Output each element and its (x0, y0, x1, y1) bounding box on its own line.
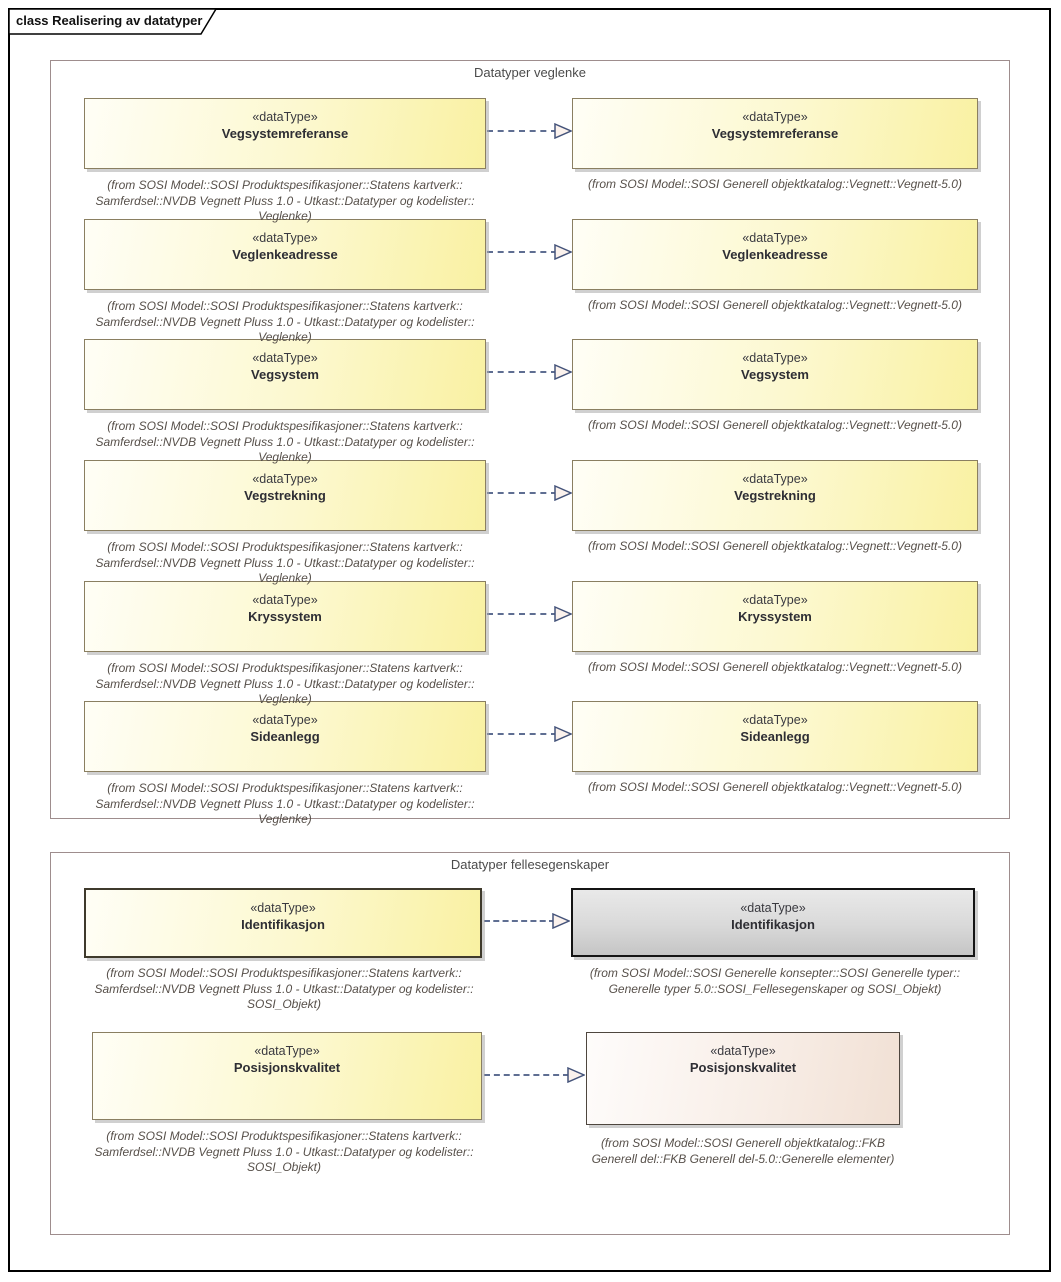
stereotype-label: «dataType» (252, 713, 318, 727)
stereotype-label: «dataType» (252, 110, 318, 124)
class-box-posisjonskvalitet-target[interactable] (586, 1032, 900, 1125)
stereotype-label: «dataType» (742, 593, 808, 607)
target-package-caption: (from SOSI Model::SOSI Generell objektkatalog::FKB Generell del::FKB Generell del-5.0::Generelle elementer) (591, 1136, 895, 1166)
stereotype-label: «dataType» (254, 1044, 320, 1058)
class-name: Vegstrekning (244, 488, 326, 503)
class-box-kryssystem-target[interactable] (572, 581, 978, 652)
target-package-caption: (from SOSI Model::SOSI Generell objektkatalog::Vegnett::Vegnett-5.0) (588, 539, 962, 553)
class-name: Veglenkeadresse (232, 247, 338, 262)
stereotype-label: «dataType» (740, 901, 806, 915)
class-name: Identifikasjon (241, 917, 325, 932)
class-box-vegsystemreferanse-target[interactable] (572, 98, 978, 169)
realization-arrowhead-icon (554, 726, 572, 742)
class-box-veglenkeadresse-source[interactable] (84, 219, 486, 290)
class-name: Veglenkeadresse (722, 247, 828, 262)
class-name: Posisjonskvalitet (689, 1060, 797, 1075)
source-package-caption: (from SOSI Model::SOSI Produktspesifikasjoner::Statens kartverk:: Samferdsel::NVDB Vegnett Pluss 1.0 - Utkast::Datatyper og kodelister:: Veglenke) (95, 781, 475, 826)
class-name: Vegsystemreferanse (711, 126, 839, 141)
frame-fellesegenskaper-label: Datatyper fellesegenskaper (450, 857, 610, 872)
realization-line (487, 371, 557, 373)
stereotype-label: «dataType» (742, 231, 808, 245)
target-package-caption: (from SOSI Model::SOSI Generell objektkatalog::Vegnett::Vegnett-5.0) (588, 660, 962, 674)
class-name: Sideanlegg (250, 729, 320, 744)
source-package-caption: (from SOSI Model::SOSI Produktspesifikasjoner::Statens kartverk:: Samferdsel::NVDB Vegnett Pluss 1.0 - Utkast::Datatyper og kodelister:: SOSI_Objekt) (94, 966, 474, 1011)
class-box-veglenkeadresse-target[interactable] (572, 219, 978, 290)
stereotype-label: «dataType» (252, 593, 318, 607)
stereotype-label: «dataType» (742, 713, 808, 727)
class-box-vegsystem-source[interactable] (84, 339, 486, 410)
realization-arrowhead-icon (567, 1067, 585, 1083)
class-name: Posisjonskvalitet (233, 1060, 341, 1075)
class-box-posisjonskvalitet-source[interactable] (92, 1032, 482, 1120)
stereotype-label: «dataType» (250, 901, 316, 915)
target-package-caption: (from SOSI Model::SOSI Generell objektkatalog::Vegnett::Vegnett-5.0) (588, 780, 962, 794)
stereotype-label: «dataType» (710, 1044, 776, 1058)
realization-line (487, 613, 557, 615)
stereotype-label: «dataType» (252, 472, 318, 486)
class-box-identifikasjon-source[interactable] (84, 888, 482, 958)
class-box-sideanlegg-source[interactable] (84, 701, 486, 772)
class-name: Vegsystem (251, 367, 319, 382)
class-name: Vegsystemreferanse (221, 126, 349, 141)
realization-line (484, 1074, 569, 1076)
stereotype-label: «dataType» (742, 351, 808, 365)
class-box-vegstrekning-target[interactable] (572, 460, 978, 531)
source-package-caption: (from SOSI Model::SOSI Produktspesifikasjoner::Statens kartverk:: Samferdsel::NVDB Vegnett Pluss 1.0 - Utkast::Datatyper og kodelister:: Veglenke) (95, 178, 475, 223)
class-name: Kryssystem (248, 609, 322, 624)
realization-arrowhead-icon (554, 485, 572, 501)
class-name: Identifikasjon (731, 917, 815, 932)
target-package-caption: (from SOSI Model::SOSI Generell objektkatalog::Vegnett::Vegnett-5.0) (588, 298, 962, 312)
realization-line (487, 251, 557, 253)
stereotype-label: «dataType» (252, 231, 318, 245)
class-name: Vegsystem (741, 367, 809, 382)
target-package-caption: (from SOSI Model::SOSI Generelle konsepter::SOSI Generelle typer:: Generelle typer 5.0::SOSI_Fellesegenskaper og SOSI_Objekt) (589, 966, 961, 996)
source-package-caption: (from SOSI Model::SOSI Produktspesifikasjoner::Statens kartverk:: Samferdsel::NVDB Vegnett Pluss 1.0 - Utkast::Datatyper og kodelister:: Veglenke) (95, 299, 475, 344)
realization-line (487, 733, 557, 735)
stereotype-label: «dataType» (252, 351, 318, 365)
frame-veglenke-label: Datatyper veglenke (473, 65, 586, 80)
target-package-caption: (from SOSI Model::SOSI Generell objektkatalog::Vegnett::Vegnett-5.0) (588, 418, 962, 432)
source-package-caption: (from SOSI Model::SOSI Produktspesifikasjoner::Statens kartverk:: Samferdsel::NVDB Vegnett Pluss 1.0 - Utkast::Datatyper og kodelister:: SOSI_Objekt) (94, 1129, 474, 1174)
source-package-caption: (from SOSI Model::SOSI Produktspesifikasjoner::Statens kartverk:: Samferdsel::NVDB Vegnett Pluss 1.0 - Utkast::Datatyper og kodelister:: Veglenke) (95, 661, 475, 706)
class-box-vegstrekning-source[interactable] (84, 460, 486, 531)
class-box-sideanlegg-target[interactable] (572, 701, 978, 772)
class-box-vegsystem-target[interactable] (572, 339, 978, 410)
source-package-caption: (from SOSI Model::SOSI Produktspesifikasjoner::Statens kartverk:: Samferdsel::NVDB Vegnett Pluss 1.0 - Utkast::Datatyper og kodelister:: Veglenke) (95, 540, 475, 585)
realization-arrowhead-icon (552, 913, 570, 929)
class-box-kryssystem-source[interactable] (84, 581, 486, 652)
diagram-title: class Realisering av datatyper (16, 13, 203, 28)
realization-line (487, 130, 557, 132)
source-package-caption: (from SOSI Model::SOSI Produktspesifikasjoner::Statens kartverk:: Samferdsel::NVDB Vegnett Pluss 1.0 - Utkast::Datatyper og kodelister:: Veglenke) (95, 419, 475, 464)
class-name: Sideanlegg (740, 729, 810, 744)
realization-arrowhead-icon (554, 364, 572, 380)
realization-arrowhead-icon (554, 606, 572, 622)
class-name: Vegstrekning (734, 488, 816, 503)
class-box-identifikasjon-target[interactable] (571, 888, 975, 957)
realization-arrowhead-icon (554, 123, 572, 139)
class-box-vegsystemreferanse-source[interactable] (84, 98, 486, 169)
target-package-caption: (from SOSI Model::SOSI Generell objektkatalog::Vegnett::Vegnett-5.0) (588, 177, 962, 191)
realization-line (487, 492, 557, 494)
realization-line (484, 920, 555, 922)
stereotype-label: «dataType» (742, 472, 808, 486)
class-name: Kryssystem (738, 609, 812, 624)
stereotype-label: «dataType» (742, 110, 808, 124)
realization-arrowhead-icon (554, 244, 572, 260)
